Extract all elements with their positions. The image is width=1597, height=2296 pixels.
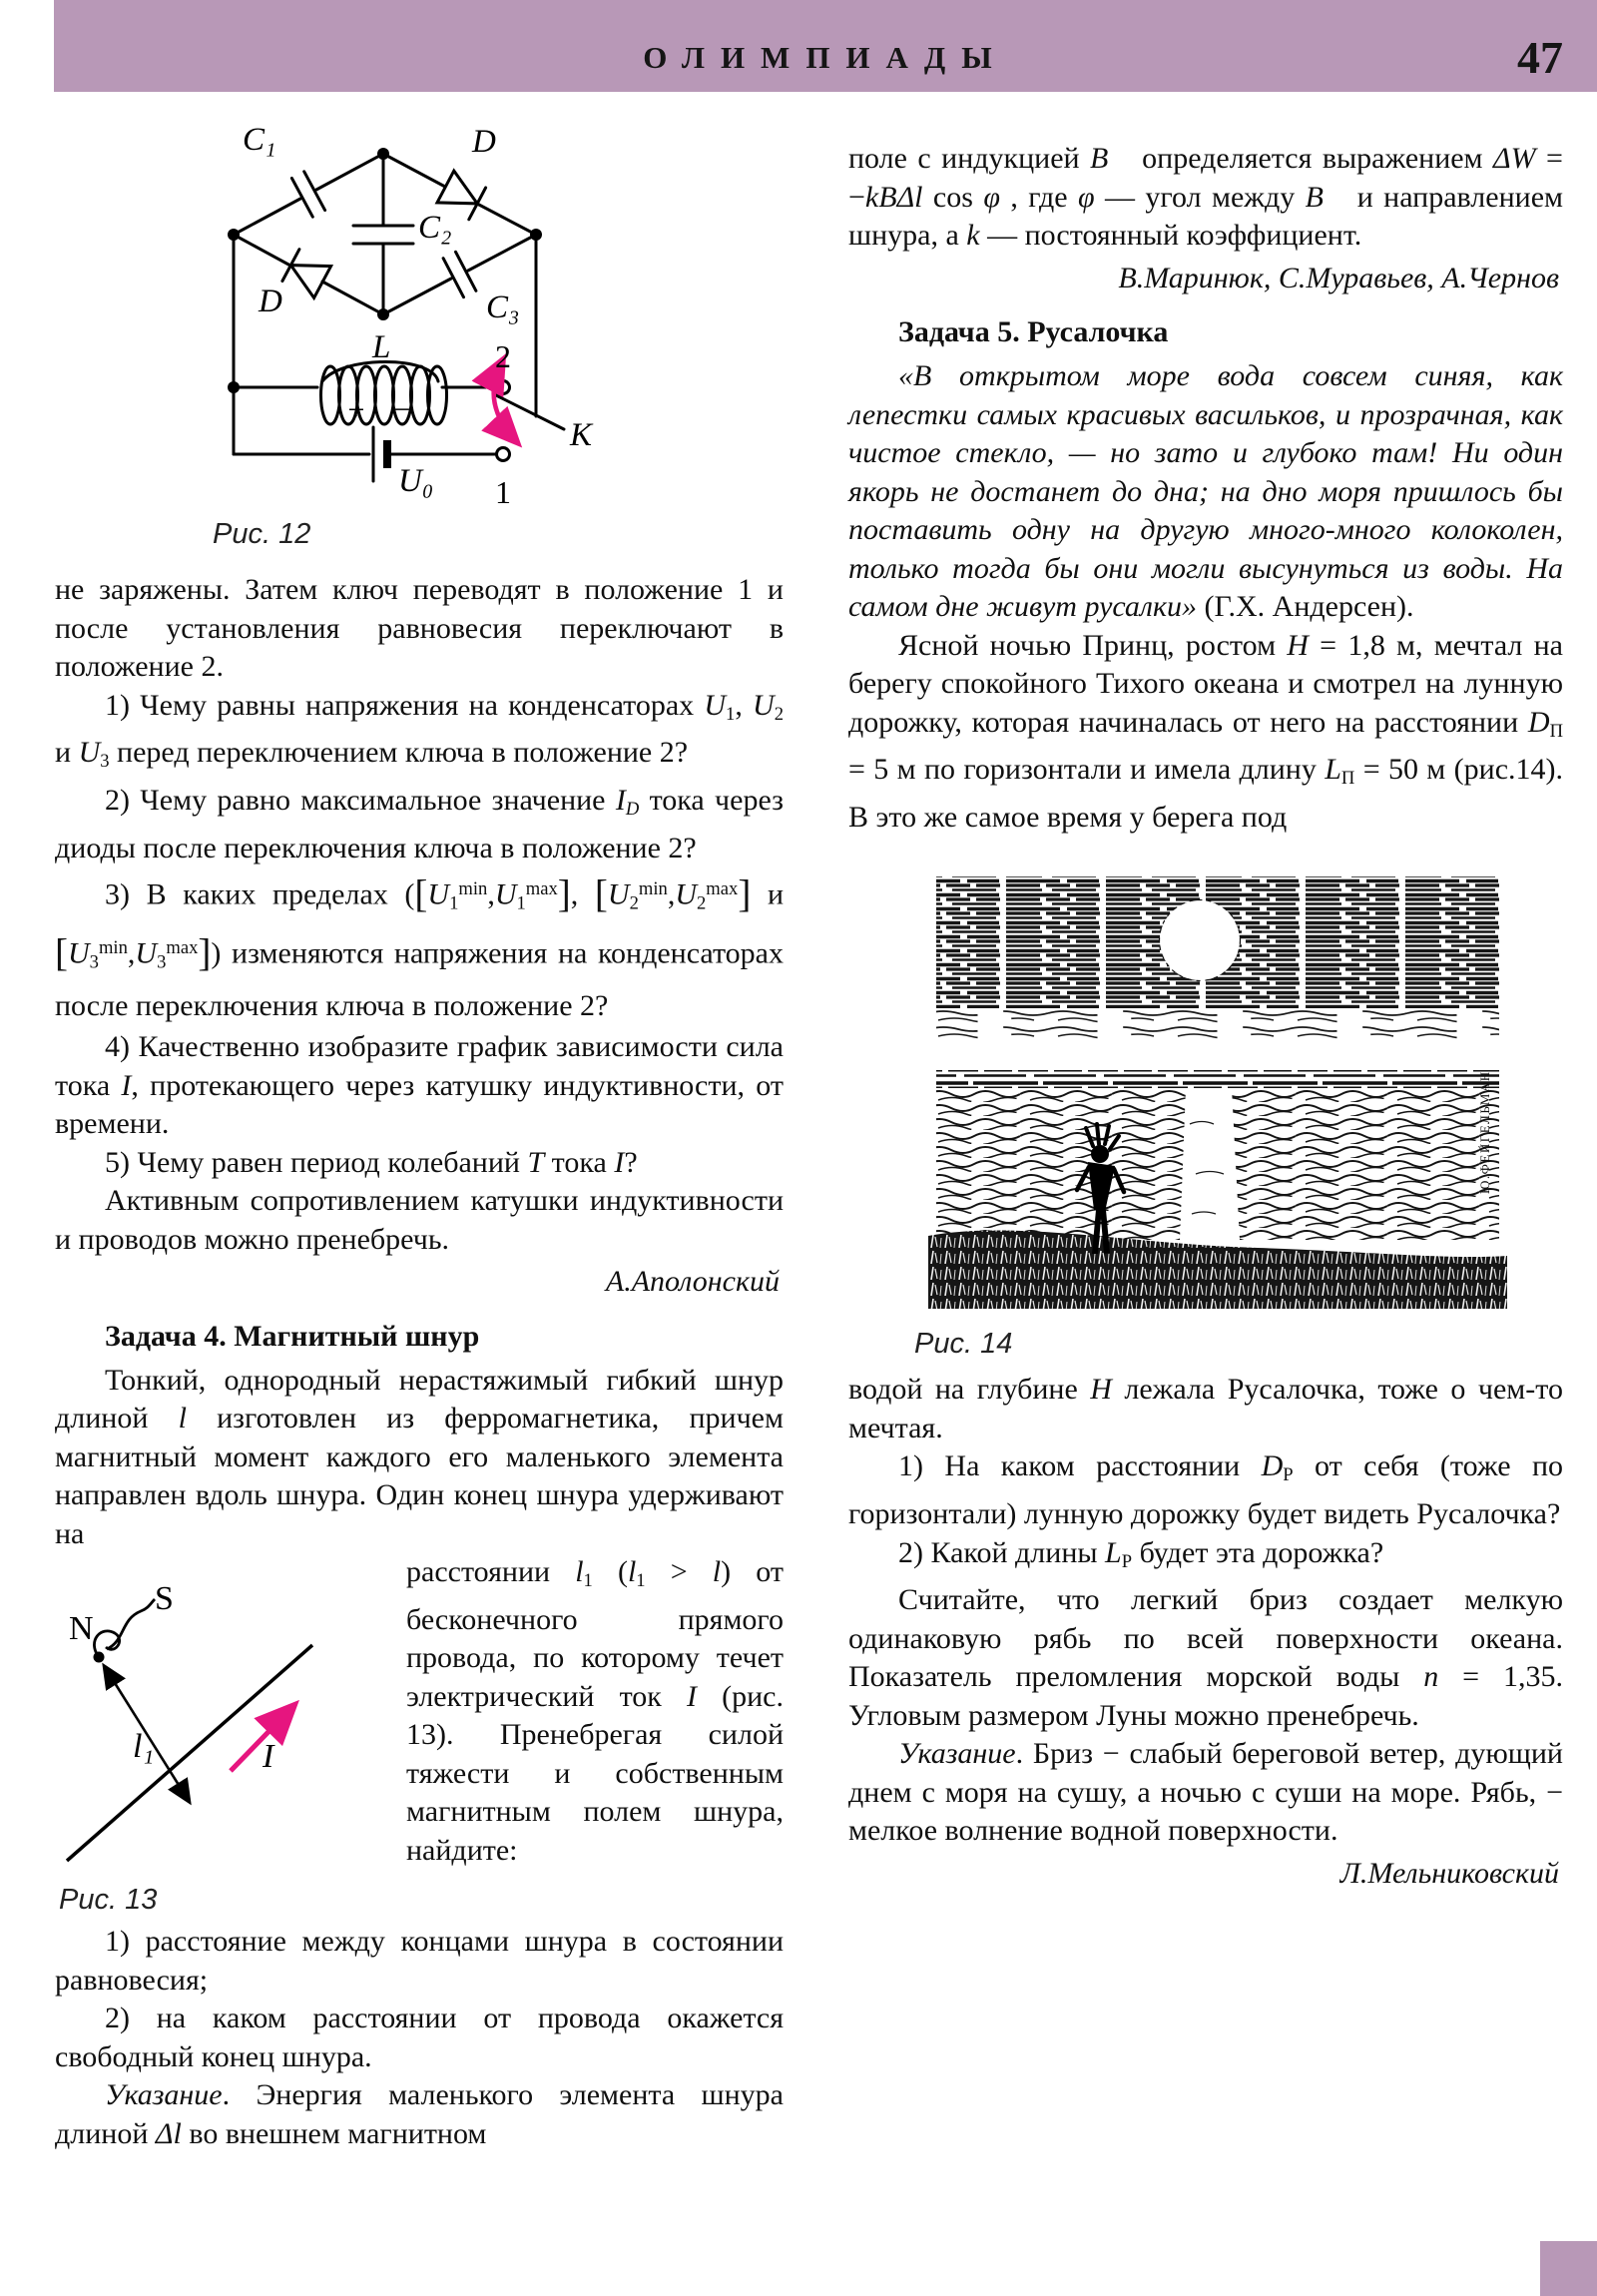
label-k: K bbox=[570, 417, 593, 453]
capacitor-c3 bbox=[443, 252, 476, 296]
label-pos1: 1 bbox=[495, 474, 511, 510]
current-arrow bbox=[231, 1707, 292, 1771]
label-c3: C₃ bbox=[486, 289, 520, 325]
paragraph: расстоянии l1 (l1 > l) от бесконечного прямого провода, по которому течет электрический ток I (рис. 13). Пренебрегая силой тяжести и собственным магнитным полем шнура, найдите: bbox=[406, 1555, 784, 1867]
wire-diode-bottom-edge bbox=[234, 235, 383, 314]
problem-4-heading: Задача 4. Магнитный шнур bbox=[105, 1319, 480, 1353]
label-minus: − bbox=[393, 393, 411, 426]
wire-c1-edge bbox=[234, 154, 383, 235]
label-d-bottom: D bbox=[259, 284, 282, 319]
paragraph: 2) на каком расстоянии от провода окажется свободный конец шнура. bbox=[55, 2002, 784, 2073]
left-column bbox=[55, 110, 784, 2153]
label-c2: C₂ bbox=[418, 210, 452, 246]
quote-paragraph: «В открытом море вода совсем синяя, как лепестки самых красивых васильков, и прозрачная, как чистое стекло, — но зато и глубоко там! Ни один якорь не достанет до дна; на дно моря пришлось бы поставить одну на другую много-много колоколен, только тогда бы они могли высунуться из воды. На самом дне живут русалки» (Г.Х. Андерсен). bbox=[848, 359, 1563, 623]
section-title: ОЛИМПИАДЫ bbox=[643, 40, 1008, 75]
switch-blade bbox=[496, 395, 564, 429]
label-l: L bbox=[372, 329, 391, 365]
shore-grass bbox=[928, 1231, 1507, 1309]
paragraph: Тонкий, однородный нерастяжимый гибкий шнур длиной l изготовлен из ферромагнетика, причем магнитный момент каждого его маленького элемента направлен вдоль шнура. Один конец шнура удерживают на bbox=[55, 1363, 784, 1550]
figure-13-diagram bbox=[55, 1561, 372, 1917]
moon-path-reflection bbox=[1180, 1088, 1240, 1240]
label-current: I bbox=[263, 1738, 274, 1776]
capacitor-c2 bbox=[353, 226, 413, 244]
terminal-1 bbox=[497, 448, 510, 461]
paragraph: поле с индукцией B⃗ определяется выражением ΔW = −kBΔl cos φ , где φ — угол между B⃗ и направлением шнура, а k — постоянный коэффициент. bbox=[848, 142, 1563, 252]
figure-13-caption: Рис. 13 bbox=[59, 1884, 158, 1917]
paragraph: водой на глубине H лежала Русалочка, тоже о чем-то мечтая. bbox=[848, 1373, 1563, 1444]
horizon-band bbox=[936, 1070, 1499, 1088]
moonlit-sea-drawing bbox=[928, 864, 1507, 1309]
paragraph: 1) На каком расстоянии DР от себя (тоже по горизонтали) лунную дорожку будет видеть Русалочка? bbox=[848, 1449, 1563, 1531]
artist-signature: Ю.ФЕЙГЕЛЬМАН bbox=[1477, 1070, 1492, 1195]
capacitor-c1 bbox=[291, 172, 324, 217]
paragraph: 4) Качественно изобразите график зависимости сила тока I, протекающего через катушку индуктивности, от времени. bbox=[55, 1030, 784, 1141]
sky-light-band bbox=[936, 1008, 1499, 1042]
page-number: 47 bbox=[1517, 32, 1563, 83]
magnet-wire-diagram bbox=[55, 1561, 372, 1869]
page-corner-decoration bbox=[1540, 2241, 1597, 2296]
page-header bbox=[54, 0, 1597, 92]
label-c1: C₁ bbox=[243, 122, 276, 158]
figure-12-circuit bbox=[151, 110, 630, 551]
paragraph: Указание. Энергия маленького элемента шнура длиной Δl во внешнем магнитном bbox=[55, 2078, 784, 2150]
problem-5-heading: Задача 5. Русалочка bbox=[898, 315, 1169, 348]
right-column bbox=[848, 140, 1563, 1899]
label-l1: l₁ bbox=[133, 1728, 155, 1766]
paragraph: 1) расстояние между концами шнура в состоянии равновесия; bbox=[55, 1925, 784, 1997]
magnetic-cord bbox=[94, 1599, 155, 1657]
inductor-coil bbox=[321, 366, 447, 424]
paragraph: Считайте, что легкий бриз создает мелкую одинаковую рябь по всей поверхности океана. Показатель преломления морской воды n = 1,35. Угловым размером Луны можно пренебречь. bbox=[848, 1583, 1563, 1732]
label-s-pole: S bbox=[155, 1580, 174, 1618]
paragraph: 2) Чему равно максимальное значение ID тока через диоды после переключения ключа в положение 2? bbox=[55, 783, 784, 864]
figure-14-caption: Рис. 14 bbox=[914, 1328, 1013, 1361]
paragraph: Активным сопротивлением катушки индуктивности и проводов можно пренебречь. bbox=[55, 1184, 784, 1256]
label-d-top: D bbox=[472, 124, 496, 160]
figure-12-caption: Рис. 12 bbox=[213, 518, 311, 550]
paragraph: 3) В каких пределах ($[U1^{min},U1^{max}]$, $[U2^{min},U2^{max}]$ и $[U3^{min},U3^{max}]$) изменяются напряжения на конденсаторах после переключения ключа в положение 2? bbox=[55, 872, 784, 1023]
label-u0: U₀ bbox=[398, 463, 434, 499]
label-n-pole: N bbox=[69, 1610, 94, 1648]
cord-end-point bbox=[94, 1652, 105, 1663]
paragraph: Ясной ночью Принц, ростом H = 1,8 м, мечтал на берегу спокойного Тихого океана и смотрел на лунную дорожку, которая начиналась от него на расстоянии DП = 5 м по горизонтали и имела длину LП = 50 м (рис.14). В это же самое время у берега под bbox=[848, 628, 1563, 834]
circuit-diagram bbox=[151, 110, 620, 511]
paragraph: Указание. Бриз − слабый береговой ветер, дующий днем с моря на сушу, а ночью с суши на море. Рябь, − мелкое волнение водной поверхности. bbox=[848, 1737, 1563, 1848]
label-pos2: 2 bbox=[495, 338, 511, 374]
paragraph: 1) Чему равны напряжения на конденсаторах U1, U2 и U3 перед переключением ключа в положение 2? bbox=[55, 688, 785, 773]
author-signature: Л.Мельниковский bbox=[1339, 1856, 1559, 1890]
moon bbox=[1160, 900, 1240, 980]
straight-wire bbox=[67, 1645, 312, 1861]
label-plus: + bbox=[347, 393, 365, 426]
terminal-2 bbox=[497, 381, 510, 394]
figure-14-illustration bbox=[914, 864, 1499, 1361]
paragraph: не заряжены. Затем ключ переводят в положение 1 и после установления равновесия переключают в положение 2. bbox=[55, 573, 784, 683]
authors-signature: В.Маринюк, С.Муравьев, А.Чернов bbox=[1118, 261, 1559, 294]
paragraph: 2) Какой длины LР будет эта дорожка? bbox=[898, 1535, 1384, 1572]
wire-diode-top-edge bbox=[383, 154, 536, 235]
paragraph: 5) Чему равен период колебаний T тока I? bbox=[105, 1145, 638, 1179]
author-signature: А.Аполонский bbox=[605, 1265, 780, 1299]
